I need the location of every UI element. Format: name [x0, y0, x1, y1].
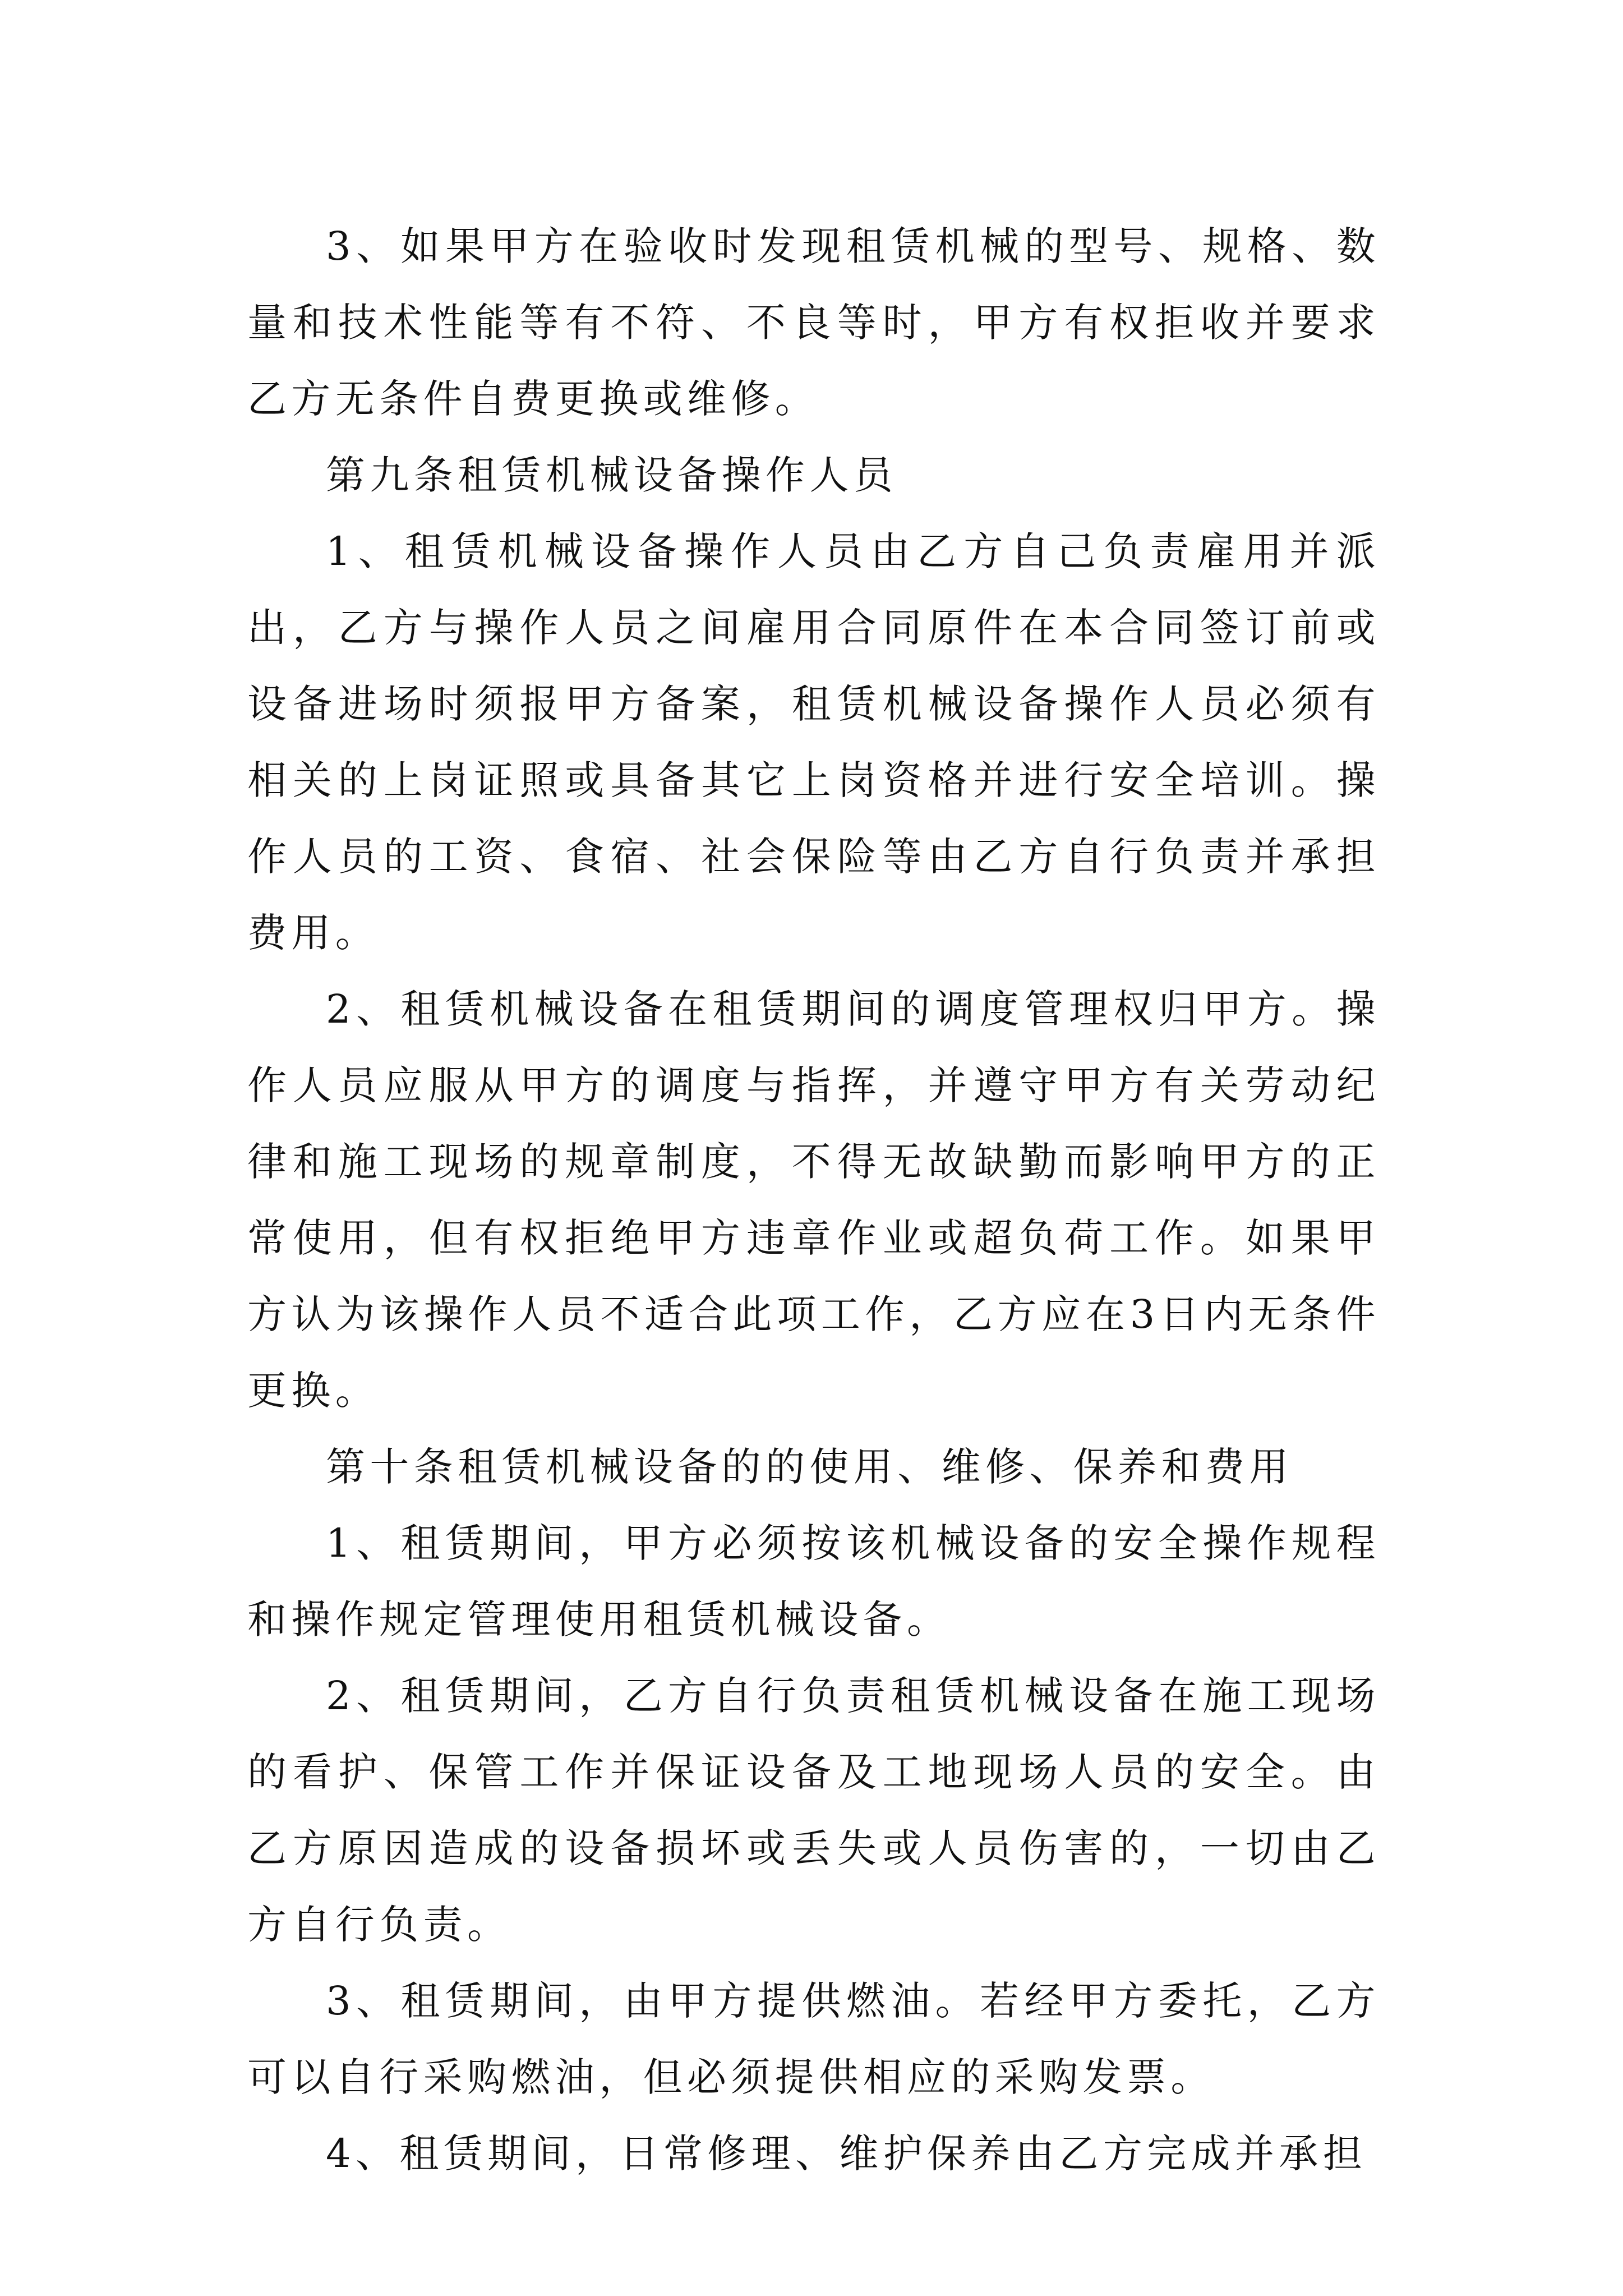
document-body	[247, 208, 1380, 2192]
paragraph-article-9-item-1: 1、租赁机械设备操作人员由乙方自己负责雇用并派出，乙方与操作人员之间雇用合同原件在本合同签订前或设备进场时须报甲方备案，租赁机械设备操作人员必须有相关的上岗证照或具备其它上岗资格并进行安全培训。操作人员的工资、食宿、社会保险等由乙方自行负责并承担费用。	[247, 528, 1380, 956]
paragraph-article-10-item-3: 3、租赁期间，由甲方提供燃油。若经甲方委托，乙方可以自行采购燃油，但必须提供相应的采购发票。	[247, 1978, 1380, 2100]
heading-article-9: 第九条租赁机械设备操作人员	[326, 452, 898, 498]
paragraph-article-10-item-2: 2、租赁期间，乙方自行负责租赁机械设备在施工现场的看护、保管工作并保证设备及工地现场人员的安全。由乙方原因造成的设备损坏或丢失或人员伤害的，一切由乙方自行负责。	[247, 1673, 1380, 1948]
paragraph-article-10-item-1: 1、租赁期间，甲方必须按该机械设备的安全操作规程和操作规定管理使用租赁机械设备。	[247, 1520, 1380, 1642]
paragraph-article-10-item-4: 4、租赁期间，日常修理、维护保养由乙方完成并承担	[326, 2131, 1367, 2177]
paragraph-article-9-item-2: 2、租赁机械设备在租赁期间的调度管理权归甲方。操作人员应服从甲方的调度与指挥，并遵守甲方有关劳动纪律和施工现场的规章制度，不得无故缺勤而影响甲方的正常使用，但有权拒绝甲方违章作业或超负荷工作。如果甲方认为该操作人员不适合此项工作，乙方应在3日内无条件更换。	[247, 986, 1380, 1414]
heading-article-10: 第十条租赁机械设备的的使用、维修、保养和费用	[326, 1444, 1293, 1490]
paragraph-clause-8-item-3: 3、如果甲方在验收时发现租赁机械的型号、规格、数量和技术性能等有不符、不良等时，甲方有权拒收并要求乙方无条件自费更换或维修。	[247, 223, 1380, 422]
